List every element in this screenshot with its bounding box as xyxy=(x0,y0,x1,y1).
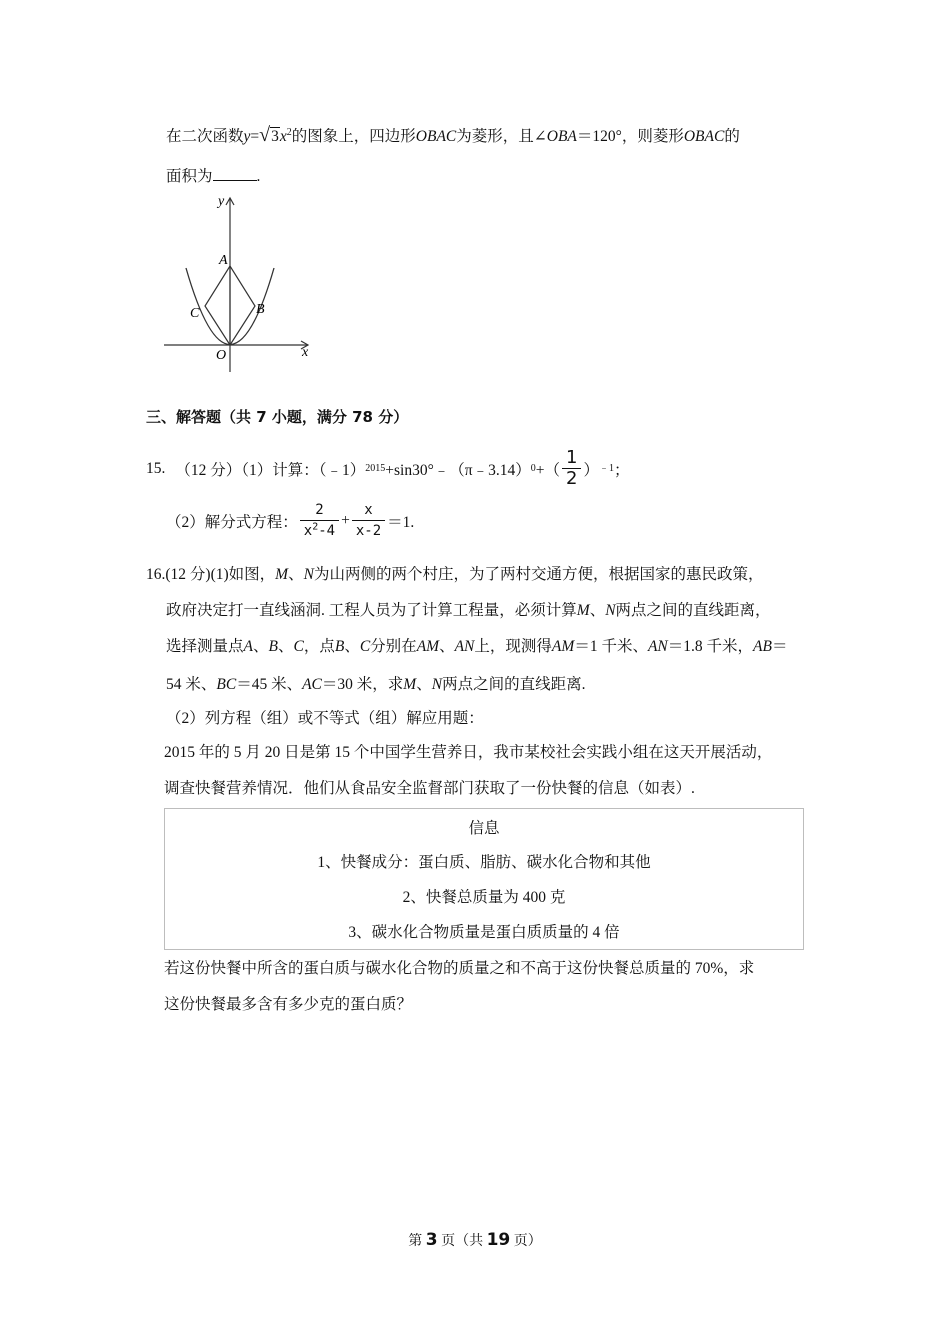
page-total: 19 xyxy=(486,1230,511,1250)
problem16-part2-label: （2）列方程（组）或不等式（组）解应用题： xyxy=(166,710,484,727)
problem14-line2: 面积为 . xyxy=(166,168,261,185)
problem15-line2: （2）解分式方程： $\frac{2}{x^2-4}$ + $\frac{x}{x-2}$ ＝1. xyxy=(166,502,415,539)
problem14-line1: 在二次函数$y=√3x^2$的图象上，四边形OBAC为菱形，且∠OBA＝120°，则菱形OBAC的 xyxy=(166,124,740,146)
sqrt-symbol: √3 xyxy=(259,124,279,146)
info-table xyxy=(164,808,804,950)
table-row xyxy=(165,844,804,879)
label-c: C xyxy=(190,306,200,321)
table-cell: 3、碳水化合物质量是蛋白质质量的 4 倍 xyxy=(348,924,620,942)
section-title: 三、解答题（共 7 小题，满分 78 分） xyxy=(146,408,409,426)
problem16-line6: 2015 年的 5 月 20 日是第 15 个中国学生营养日，我市某校社会实践小组在这天开展活动， xyxy=(164,744,773,761)
problem15-line1: 15. （12 分）（1）计算：（﹣1） 2015 +sin30°﹣（π﹣3.14） 0 +（ $\frac{1}{2}$ ） ﹣1 ； xyxy=(146,447,630,489)
answer-blank xyxy=(213,166,257,181)
fraction-x-over-x-2: $\frac{x}{x-2}$ xyxy=(352,500,385,541)
problem16-line1: 16.(12 分)(1)如图，M、N为山两侧的两个村庄，为了两村交通方便，根据国家的惠民政策， xyxy=(146,566,764,583)
table-row xyxy=(165,809,804,845)
table-cell: 信息 xyxy=(468,819,500,837)
fraction-one-half: $\frac{1}{2}$ xyxy=(562,448,581,489)
page-footer: 第 3 页（共 19 页） xyxy=(408,1230,542,1250)
problem16-line4: 54 米、BC＝45 米、AC＝30 米，求M、N两点之间的直线距离. xyxy=(166,676,586,693)
label-o: O xyxy=(216,348,227,363)
table-cell: 2、快餐总质量为 400 克 xyxy=(402,889,566,907)
label-a: A xyxy=(219,253,228,268)
problem16-line3: 选择测量点A、B、C，点B、C分别在AM、AN上，现测得AM＝1 千米、AN＝1.8 千米，AB＝ xyxy=(166,638,788,655)
problem16-line7: 调查快餐营养情况．他们从食品安全监督部门获取了一份快餐的信息（如表）. xyxy=(164,780,695,797)
table-cell: 1、快餐成分：蛋白质、脂肪、碳水化合物和其他 xyxy=(317,854,651,872)
table-row xyxy=(165,914,804,950)
label-y: y xyxy=(218,194,225,209)
fraction-2-over-x2-4: $\frac{2}{x^2-4}$ xyxy=(300,500,339,541)
table-row xyxy=(165,879,804,914)
label-b: B xyxy=(256,302,265,317)
page-number: 3 xyxy=(425,1230,438,1250)
problem16-line8: 若这份快餐中所含的蛋白质与碳水化合物的质量之和不高于这份快餐总质量的 70%，求 xyxy=(164,960,755,977)
problem16-line9: 这份快餐最多含有多少克的蛋白质？ xyxy=(164,996,413,1013)
problem16-line2: 政府决定打一直线涵洞. 工程人员为了计算工程量，必须计算M、N两点之间的直线距离， xyxy=(166,602,771,619)
parabola-rhombus-figure xyxy=(160,188,320,378)
label-x: x xyxy=(302,345,309,360)
